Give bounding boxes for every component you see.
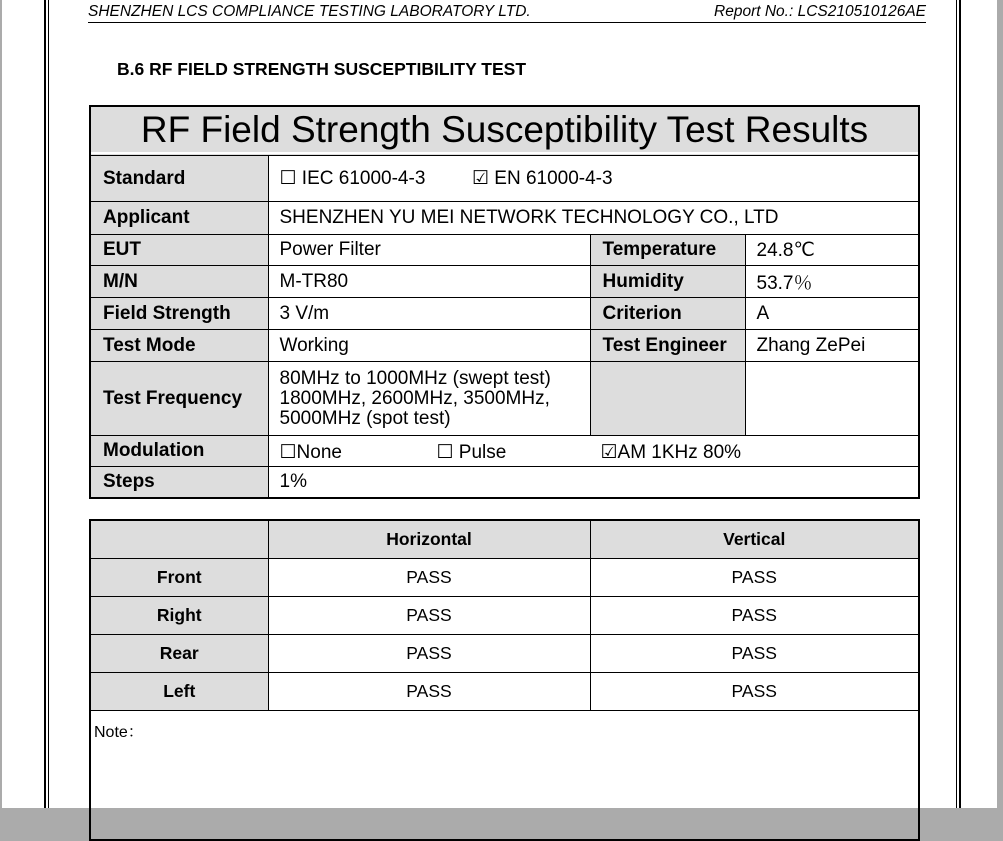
standard-option-en: ☑ EN 61000-4-3 xyxy=(471,168,613,189)
modulation-option-none: ☐None xyxy=(279,442,342,463)
test-engineer-value: Zhang ZePei xyxy=(745,330,919,362)
table-row xyxy=(90,635,919,673)
test-mode-label: Test Mode xyxy=(90,330,268,362)
side-label: Left xyxy=(90,673,268,711)
viewer-scrollbar-track[interactable] xyxy=(997,0,1003,808)
test-frequency-label: Test Frequency xyxy=(90,362,268,436)
vertical-result: PASS xyxy=(590,559,919,597)
results-table xyxy=(89,519,920,841)
vertical-result: PASS xyxy=(590,597,919,635)
modulation-option-am: ☑AM 1KHz 80% xyxy=(600,442,742,463)
table-row xyxy=(90,673,919,711)
page-header xyxy=(88,0,926,23)
eut-value: Power Filter xyxy=(268,235,590,266)
standard-option-iec: ☐ IEC 61000-4-3 xyxy=(279,168,426,189)
applicant-label: Applicant xyxy=(90,202,268,235)
eut-label: EUT xyxy=(90,235,268,266)
test-engineer-label: Test Engineer xyxy=(590,330,745,362)
page-border-right-outer xyxy=(959,0,961,808)
lab-name: SHENZHEN LCS COMPLIANCE TESTING LABORATORY LTD. xyxy=(88,3,531,20)
note-label: Note： xyxy=(94,724,144,741)
side-label: Right xyxy=(90,597,268,635)
standard-label: Standard xyxy=(90,156,268,202)
side-label: Front xyxy=(90,559,268,597)
standard-value xyxy=(268,156,919,202)
page-border-left-outer xyxy=(44,0,46,808)
test-frequency-value xyxy=(268,362,590,436)
results-title-cell xyxy=(90,106,919,156)
table-row xyxy=(90,597,919,635)
steps-value: 1% xyxy=(268,467,919,498)
side-label: Rear xyxy=(90,635,268,673)
viewer-left-gutter xyxy=(0,0,2,808)
mn-value: M-TR80 xyxy=(268,266,590,298)
humidity-value: 53.7％ xyxy=(745,266,919,298)
note-cell xyxy=(90,711,919,841)
report-number: Report No.: LCS210510126AE xyxy=(714,3,926,20)
modulation-value xyxy=(268,436,919,467)
test-info-table xyxy=(89,105,920,499)
applicant-value: SHENZHEN YU MEI NETWORK TECHNOLOGY CO., LTD xyxy=(268,202,919,235)
blank-grey-cell xyxy=(590,362,745,436)
temperature-value: 24.8℃ xyxy=(745,235,919,266)
temperature-label: Temperature xyxy=(590,235,745,266)
blank-cell xyxy=(745,362,919,436)
table-row xyxy=(90,559,919,597)
page-border-right-inner xyxy=(956,0,957,808)
modulation-option-pulse: ☐ Pulse xyxy=(436,442,507,463)
test-mode-value: Working xyxy=(268,330,590,362)
horizontal-result: PASS xyxy=(268,673,590,711)
results-title: RF Field Strength Susceptibility Test Results xyxy=(91,108,918,154)
page-border-left-inner xyxy=(48,0,49,808)
vertical-result: PASS xyxy=(590,635,919,673)
field-strength-label: Field Strength xyxy=(90,298,268,330)
criterion-value: A xyxy=(745,298,919,330)
vertical-result: PASS xyxy=(590,673,919,711)
horizontal-result: PASS xyxy=(268,597,590,635)
humidity-label: Humidity xyxy=(590,266,745,298)
results-header-vertical: Vertical xyxy=(590,520,919,559)
steps-label: Steps xyxy=(90,467,268,498)
results-header-blank xyxy=(90,520,268,559)
section-title: B.6 RF FIELD STRENGTH SUSCEPTIBILITY TEST xyxy=(117,59,527,79)
modulation-label: Modulation xyxy=(90,436,268,467)
horizontal-result: PASS xyxy=(268,559,590,597)
horizontal-result: PASS xyxy=(268,635,590,673)
results-header-horizontal: Horizontal xyxy=(268,520,590,559)
mn-label: M/N xyxy=(90,266,268,298)
test-frequency-swept: 80MHz to 1000MHz (swept test) xyxy=(279,367,551,389)
test-frequency-spot: 1800MHz, 2600MHz, 3500MHz, 5000MHz (spot test) xyxy=(279,387,550,429)
criterion-label: Criterion xyxy=(590,298,745,330)
field-strength-value: 3 V/m xyxy=(268,298,590,330)
